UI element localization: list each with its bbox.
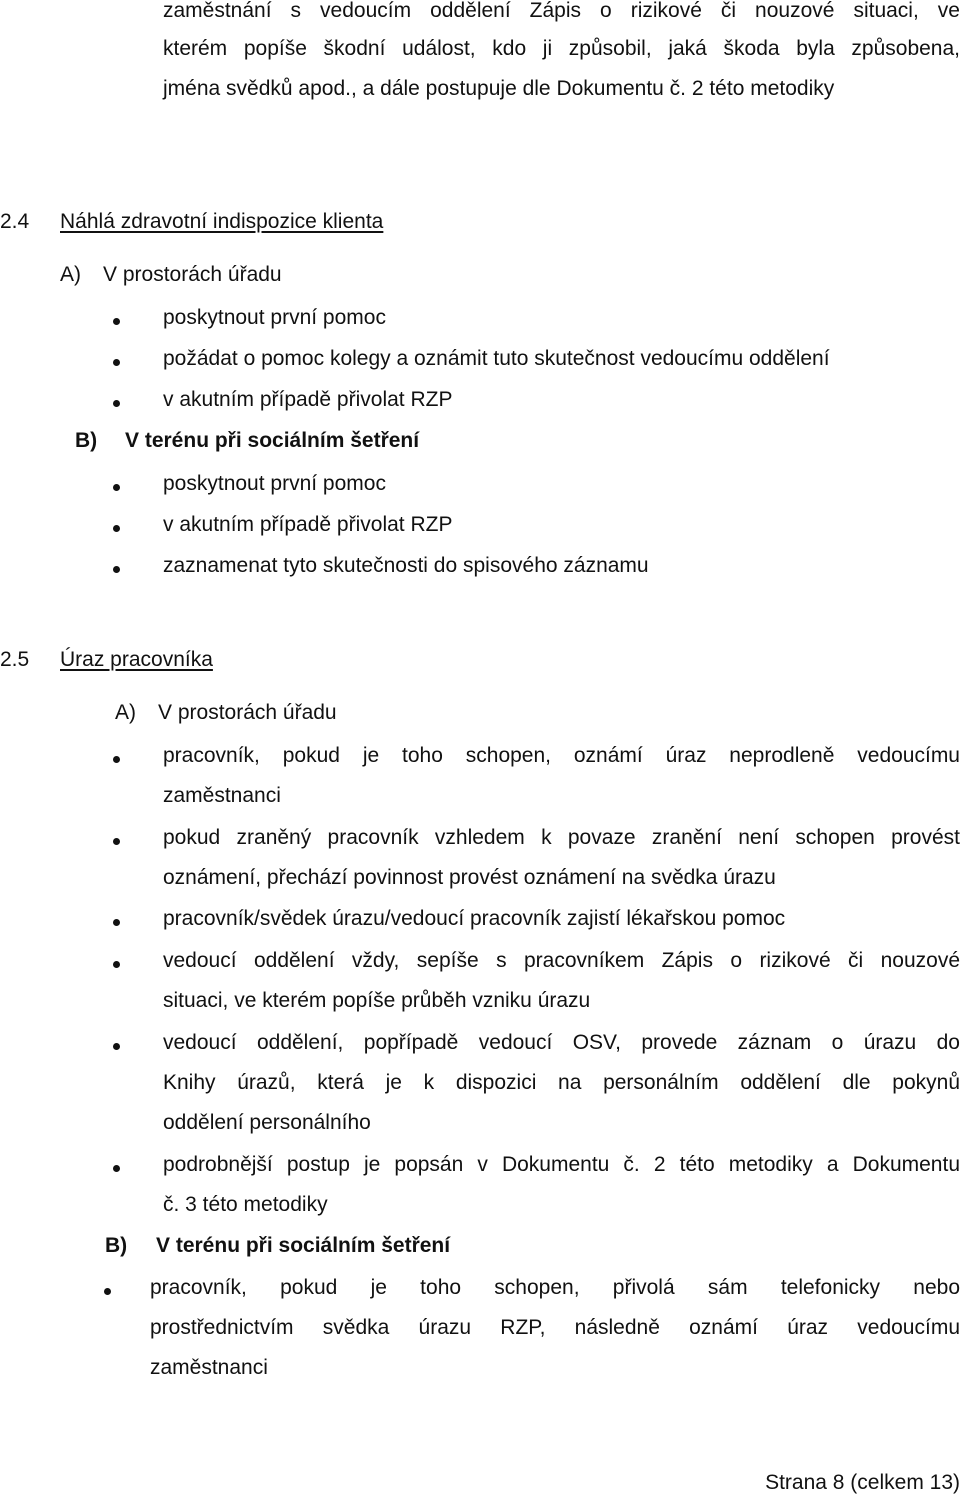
bullet-icon <box>113 400 120 407</box>
bullet-icon <box>113 1165 120 1172</box>
section-title: Úraz pracovníka <box>60 648 213 671</box>
subsection-label: B) <box>105 1234 128 1257</box>
subsection-label: A) <box>60 263 81 286</box>
list-item: zaznamenat tyto skutečnosti do spisového záznamu <box>163 554 649 577</box>
list-item: poskytnout první pomoc <box>163 306 386 329</box>
section-number: 2.5 <box>0 648 30 671</box>
subsection-title: V prostorách úřadu <box>158 701 337 724</box>
list-item-continuation: č. 3 této metodiky <box>163 1193 328 1216</box>
subsection-title: V terénu při sociálním šetření <box>125 429 420 452</box>
list-item-continuation: oddělení personálního <box>163 1111 371 1134</box>
subsection-label: A) <box>115 701 136 724</box>
list-item-continuation: prostřednictvím svědka úrazu RZP, následně oznámí úraz vedoucímu <box>150 1316 960 1339</box>
list-item: vedoucí oddělení, popřípadě vedoucí OSV, provede záznam o úrazu do <box>163 1031 960 1054</box>
section-title: Náhlá zdravotní indispozice klienta <box>60 210 384 233</box>
bullet-icon <box>113 525 120 532</box>
bullet-icon <box>113 756 120 763</box>
list-item: pokud zraněný pracovník vzhledem k povaze zranění není schopen provést <box>163 826 960 849</box>
list-item: pracovník, pokud je toho schopen, oznámí úraz neprodleně vedoucímu <box>163 744 960 767</box>
bullet-icon <box>113 359 120 366</box>
list-item: požádat o pomoc kolegy a oznámit tuto skutečnost vedoucímu oddělení <box>163 347 830 370</box>
bullet-icon <box>113 484 120 491</box>
subsection-label: B) <box>75 429 98 452</box>
list-item: poskytnout první pomoc <box>163 472 386 495</box>
bullet-icon <box>104 1288 111 1295</box>
intro-line: jména svědků apod., a dále postupuje dle Dokumentu č. 2 této metodiky <box>163 77 835 100</box>
list-item: vedoucí oddělení vždy, sepíše s pracovníkem Zápis o rizikové či nouzové <box>163 949 960 972</box>
list-item: pracovník, pokud je toho schopen, přivolá sám telefonicky nebo <box>150 1276 960 1299</box>
subsection-title: V prostorách úřadu <box>103 263 282 286</box>
list-item-continuation: Knihy úrazů, která je k dispozici na personálním oddělení dle pokynů <box>163 1071 960 1094</box>
bullet-icon <box>113 838 120 845</box>
bullet-icon <box>113 318 120 325</box>
list-item-continuation: oznámení, přechází povinnost provést oznámení na svědka úrazu <box>163 866 776 889</box>
intro-line: zaměstnání s vedoucím oddělení Zápis o rizikové či nouzové situaci, ve <box>163 0 960 22</box>
list-item-continuation: zaměstnanci <box>163 784 281 807</box>
list-item-continuation: zaměstnanci <box>150 1356 268 1379</box>
list-item: pracovník/svědek úrazu/vedoucí pracovník zajistí lékařskou pomoc <box>163 907 786 930</box>
list-item: podrobnější postup je popsán v Dokumentu č. 2 této metodiky a Dokumentu <box>163 1153 960 1176</box>
section-number: 2.4 <box>0 210 30 233</box>
bullet-icon <box>113 1043 120 1050</box>
bullet-icon <box>113 919 120 926</box>
list-item-continuation: situaci, ve kterém popíše průběh vzniku úrazu <box>163 989 591 1012</box>
list-item: v akutním případě přivolat RZP <box>163 388 453 411</box>
list-item: v akutním případě přivolat RZP <box>163 513 453 536</box>
intro-line: kterém popíše škodní událost, kdo ji způsobil, jaká škoda byla způsobena, <box>163 37 960 60</box>
page-number: Strana 8 (celkem 13) <box>765 1471 960 1494</box>
subsection-title: V terénu při sociálním šetření <box>156 1234 451 1257</box>
bullet-icon <box>113 566 120 573</box>
bullet-icon <box>113 961 120 968</box>
